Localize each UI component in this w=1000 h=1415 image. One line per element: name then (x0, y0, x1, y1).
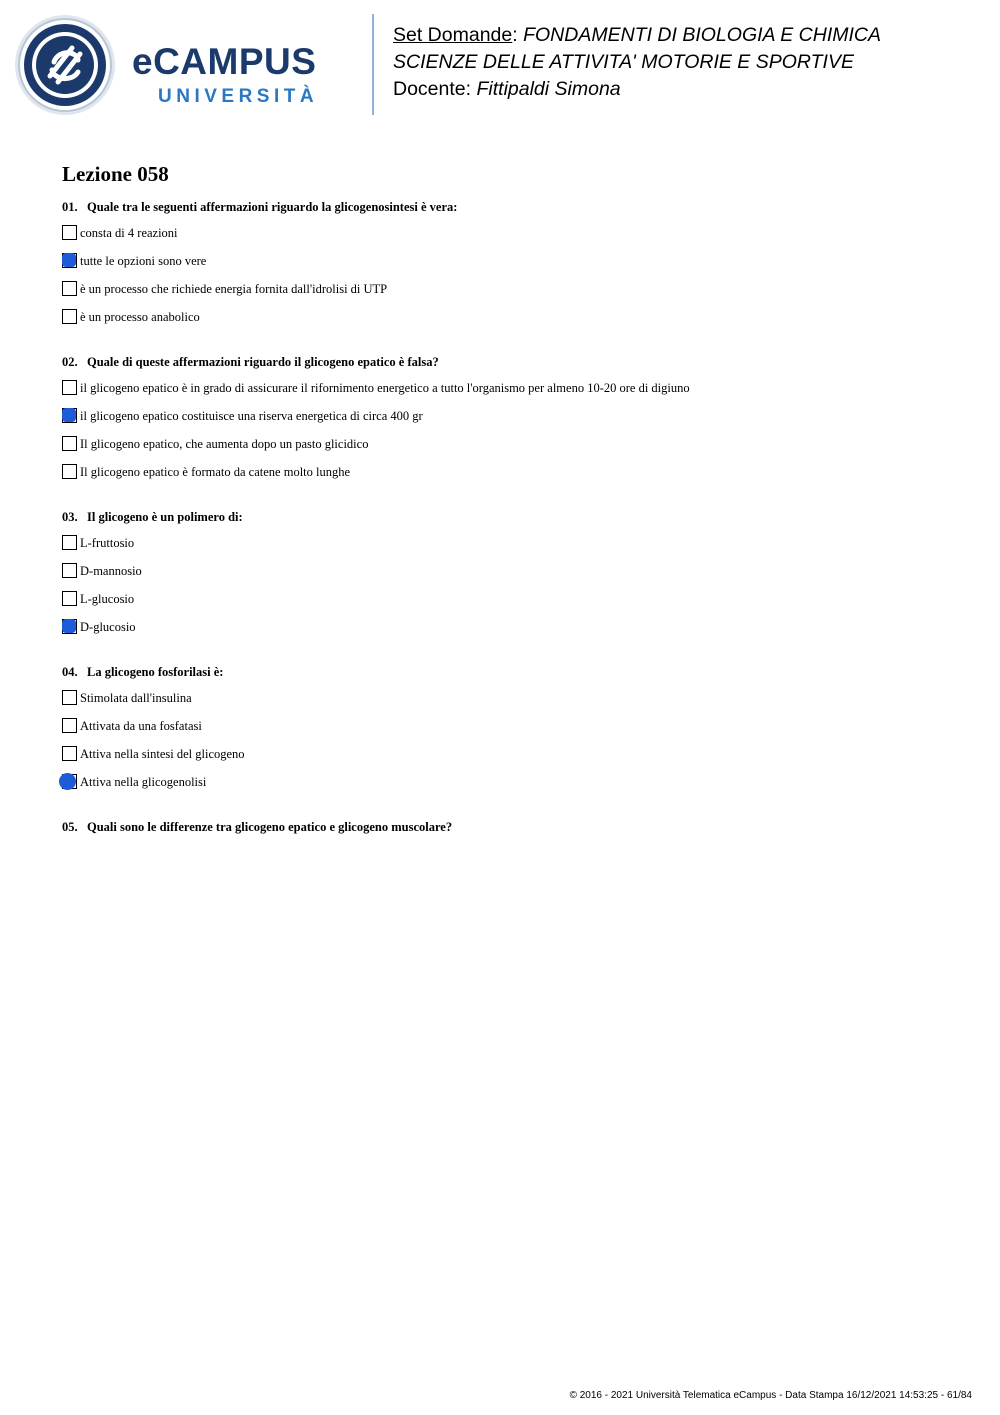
answer-text: tutte le opzioni sono vere (80, 254, 207, 268)
answer-option[interactable] (62, 380, 962, 408)
question-title (62, 198, 962, 216)
page-footer: © 2016 - 2021 Università Telematica eCampus - Data Stampa 16/12/2021 14:53:25 - 61/84 (569, 1390, 972, 1401)
question-text: La glicogeno fosforilasi è: (87, 665, 224, 679)
question-title (62, 663, 962, 681)
answer-option[interactable] (62, 774, 962, 802)
question-number: 05. (62, 820, 78, 834)
selected-answer-mark (62, 253, 76, 267)
answer-option[interactable] (62, 281, 962, 309)
answer-text: il glicogeno epatico è in grado di assicurare il rifornimento energetico a tutto l'organismo per almeno 10-20 ore di digiuno (80, 381, 690, 395)
answer-text: D-glucosio (80, 620, 136, 634)
answer-text: L-glucosio (80, 592, 135, 606)
answer-option[interactable] (62, 619, 962, 647)
answer-checkbox[interactable] (62, 380, 77, 395)
brand-subtitle: UNIVERSITÀ (158, 86, 319, 107)
selected-answer-mark (62, 619, 76, 633)
question-4 (62, 663, 962, 802)
question-number: 04. (62, 665, 78, 679)
teacher-name: Fittipaldi Simona (476, 78, 621, 100)
answer-option[interactable] (62, 591, 962, 619)
lesson-title: Lezione 058 (62, 162, 169, 186)
answer-text: Stimolata dall'insulina (80, 691, 192, 705)
question-title (62, 818, 962, 836)
brand-name: eCAMPUS (132, 41, 317, 82)
answer-checkbox[interactable] (62, 690, 77, 705)
answer-text: L-fruttosio (80, 536, 135, 550)
question-text: Quali sono le differenze tra glicogeno epatico e glicogeno muscolare? (87, 820, 453, 834)
question-1 (62, 198, 962, 337)
question-number: 03. (62, 510, 78, 524)
answer-option[interactable] (62, 563, 962, 591)
question-5 (62, 818, 962, 836)
header-info (393, 22, 881, 103)
header-line-2 (393, 49, 881, 76)
answer-text: Attivata da una fosfatasi (80, 719, 202, 733)
question-text: Quale di queste affermazioni riguardo il glicogeno epatico è falsa? (87, 355, 439, 369)
answer-checkbox[interactable] (62, 718, 77, 733)
answer-checkbox[interactable] (62, 436, 77, 451)
answer-text: D-mannosio (80, 564, 142, 578)
header-divider (372, 14, 374, 115)
question-text: Il glicogeno è un polimero di: (87, 510, 243, 524)
answer-text: Il glicogeno epatico è formato da catene molto lunghe (80, 465, 351, 479)
answer-option[interactable] (62, 690, 962, 718)
answer-option[interactable] (62, 464, 962, 492)
answer-text: consta di 4 reazioni (80, 226, 178, 240)
ecampus-wordmark (132, 42, 354, 112)
answer-text: Attiva nella sintesi del glicogeno (80, 747, 245, 761)
question-3 (62, 508, 962, 647)
page-header (0, 0, 1000, 130)
ecampus-seal-logo (14, 14, 116, 116)
question-text: Quale tra le seguenti affermazioni riguardo la glicogenosintesi è vera: (87, 200, 458, 214)
set-label: Set Domande (393, 24, 513, 46)
answer-checkbox[interactable] (62, 225, 77, 240)
answer-option[interactable] (62, 253, 962, 281)
answer-option[interactable] (62, 408, 962, 436)
answer-text: Il glicogeno epatico, che aumenta dopo un pasto glicidico (80, 437, 369, 451)
answer-text: è un processo anabolico (80, 310, 200, 324)
answer-option[interactable] (62, 436, 962, 464)
answer-option[interactable] (62, 309, 962, 337)
question-number: 02. (62, 355, 78, 369)
answer-checkbox[interactable] (62, 563, 77, 578)
header-line-1: Set Domande: FONDAMENTI DI BIOLOGIA E CHIMICA (393, 24, 881, 46)
header-line-3: Docente: Fittipaldi Simona (393, 78, 621, 100)
answer-checkbox[interactable] (62, 535, 77, 550)
answer-option[interactable] (62, 746, 962, 774)
question-title (62, 508, 962, 526)
question-number: 01. (62, 200, 78, 214)
answer-option[interactable] (62, 718, 962, 746)
answer-text: il glicogeno epatico costituisce una riserva energetica di circa 400 gr (80, 409, 423, 423)
answer-text: Attiva nella glicogenolisi (80, 775, 207, 789)
answer-checkbox[interactable] (62, 591, 77, 606)
course-name: FONDAMENTI DI BIOLOGIA E CHIMICA (523, 24, 881, 46)
answer-option[interactable] (62, 225, 962, 253)
answer-checkbox[interactable] (62, 309, 77, 324)
answer-text: è un processo che richiede energia fornita dall'idrolisi di UTP (80, 282, 388, 296)
quiz-content (62, 160, 962, 852)
question-list (62, 198, 962, 836)
question-2 (62, 353, 962, 492)
program-name: SCIENZE DELLE ATTIVITA' MOTORIE E SPORTIVE (393, 51, 854, 73)
answer-checkbox[interactable] (62, 464, 77, 479)
teacher-label: Docente (393, 78, 466, 100)
answer-checkbox[interactable] (62, 746, 77, 761)
selected-answer-mark (62, 408, 76, 422)
answer-option[interactable] (62, 535, 962, 563)
answer-checkbox[interactable] (62, 281, 77, 296)
selected-answer-mark (59, 773, 76, 790)
question-title (62, 353, 962, 371)
